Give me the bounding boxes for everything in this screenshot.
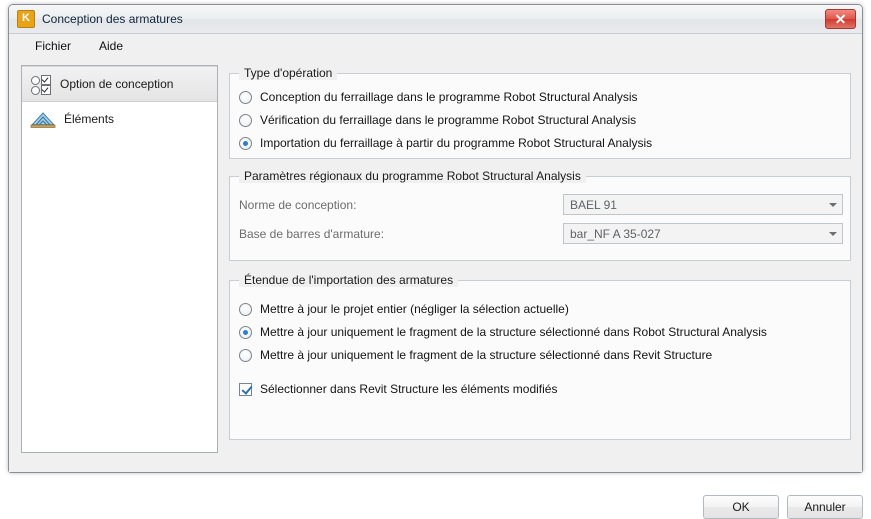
radio-maj-fragment-robot[interactable] (239, 325, 767, 339)
radio-conception-ferraillage[interactable] (239, 90, 638, 104)
elements-icon (30, 108, 56, 130)
radio-maj-fragment-revit[interactable] (239, 348, 712, 362)
select-value: bar_NF A 35-027 (570, 226, 661, 241)
radio-label: Mettre à jour uniquement le fragment de la structure sélectionné dans Robot Structural Analysis (260, 325, 767, 339)
menu-bar (9, 34, 862, 59)
select-value: BAEL 91 (570, 197, 617, 212)
select-base-de-barres[interactable] (563, 223, 843, 244)
radio-verification-ferraillage[interactable] (239, 113, 636, 127)
radio-icon (239, 137, 252, 150)
radio-label: Mettre à jour uniquement le fragment de la structure sélectionné dans Revit Structure (260, 348, 713, 362)
radio-icon (239, 91, 252, 104)
close-icon[interactable] (825, 9, 856, 29)
checkbox-selectionner-elements-modifies[interactable] (239, 382, 557, 396)
operation-type-group (229, 66, 851, 159)
radio-icon (239, 326, 252, 339)
sidebar-item-option-de-conception[interactable] (22, 66, 217, 102)
select-norme-de-conception[interactable] (563, 194, 843, 215)
chevron-down-icon (824, 224, 842, 243)
title-bar (9, 5, 862, 34)
group-title: Type d'opération (239, 66, 337, 80)
radio-maj-projet-entier[interactable] (239, 302, 569, 316)
dialog-body (9, 58, 862, 514)
checkbox-label: Sélectionner dans Revit Structure les éléments modifiés (260, 382, 558, 396)
radio-label: Importation du ferraillage à partir du programme Robot Structural Analysis (260, 136, 653, 150)
import-scope-group (229, 273, 851, 440)
navigation-pane (21, 65, 218, 453)
group-title: Étendue de l'importation des armatures (239, 273, 458, 287)
radio-importation-ferraillage[interactable] (239, 136, 652, 150)
radio-icon (239, 349, 252, 362)
chevron-down-icon (824, 195, 842, 214)
regional-parameters-group (229, 169, 851, 261)
options-icon (30, 73, 52, 95)
sidebar-item-label: Éléments (64, 112, 115, 126)
radio-label: Mettre à jour le projet entier (négliger la sélection actuelle) (260, 302, 569, 316)
radio-icon (239, 303, 252, 316)
group-title: Paramètres régionaux du programme Robot Structural Analysis (239, 169, 586, 183)
label-norme-de-conception: Norme de conception: (239, 198, 357, 212)
checkbox-icon (239, 383, 252, 396)
sidebar-item-label: Option de conception (60, 77, 174, 91)
menu-item-aide[interactable]: Aide (99, 39, 124, 53)
ok-button[interactable]: OK (703, 495, 779, 519)
label-base-de-barres: Base de barres d'armature: (239, 227, 385, 241)
sidebar-item-elements[interactable] (22, 102, 217, 136)
menu-item-fichier[interactable]: Fichier (35, 39, 72, 53)
radio-label: Conception du ferraillage dans le programme Robot Structural Analysis (260, 90, 638, 104)
cancel-button[interactable]: Annuler (787, 495, 863, 519)
dialog-window (8, 4, 863, 514)
radio-icon (239, 114, 252, 127)
window-title: Conception des armatures (42, 12, 183, 26)
autodesk-icon (17, 10, 35, 28)
radio-label: Vérification du ferraillage dans le programme Robot Structural Analysis (260, 113, 637, 127)
